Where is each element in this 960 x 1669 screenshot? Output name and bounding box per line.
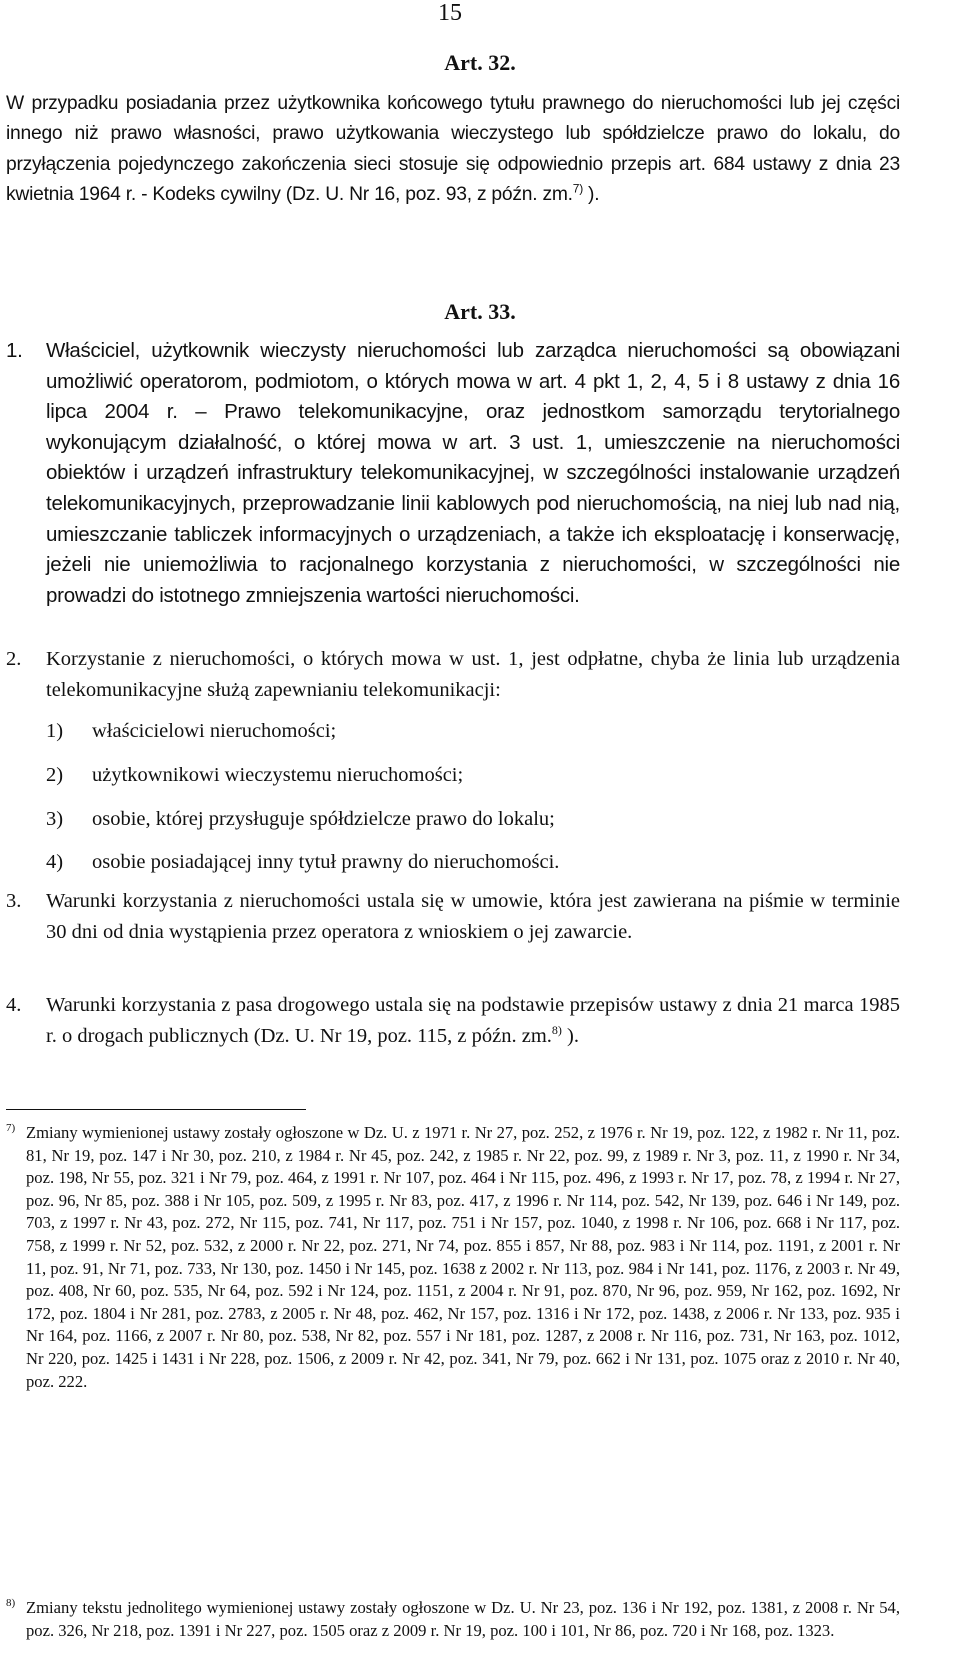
footnote-ref-8[interactable]: 8) <box>551 1022 562 1037</box>
article-33-para-4 <box>6 990 900 1051</box>
list-item-text: osobie, której przysługuje spółdzielcze prawo do lokalu; <box>92 808 555 830</box>
footnote-separator <box>6 1109 306 1110</box>
list-item <box>46 716 336 746</box>
article-33-title: Art. 33. <box>444 299 516 324</box>
list-item-number: 2) <box>46 764 64 786</box>
list-item-text: użytkownikowi wieczystemu nieruchomości; <box>92 764 464 786</box>
footnote-8 <box>6 1597 900 1642</box>
para-2-text: Korzystanie z nieruchomości, o których mowa w ust. 1, jest odpłatne, chyba że linia lub urządzenia telekomunikacyjne służą zapewnianiu telekomunikacji: <box>46 648 900 701</box>
list-item-number: 3) <box>46 808 64 830</box>
article-32-text <box>6 89 900 211</box>
list-item <box>46 847 559 877</box>
footnote-7 <box>6 1122 900 1393</box>
page-number: 15 <box>438 0 462 26</box>
footnote-7-text: Zmiany wymienionej ustawy zostały ogłoszone w Dz. U. z 1971 r. Nr 27, poz. 252, z 1976 r. Nr 19, poz. 122, z 1982 r. Nr 11, poz. 81, Nr 19, poz. 147 i Nr 30, poz. 210, z 1984 r. Nr 45, poz. 242, z 1985 r. Nr 22, poz. 99, z 1989 r. Nr 3, poz. 11, z 1990 r. Nr 34, poz. 198, Nr 55, poz. 321 i Nr 79, poz. 464, z 1991 r. Nr 107, poz. 464 i Nr 115, poz. 496, z 1993 r. Nr 17, poz. 78, z 1994 r. Nr 27, poz. 96, Nr 85, poz. 388 i Nr 105, poz. 509, z 1995 r. Nr 83, poz. 417, z 1996 r. Nr 114, poz. 542, Nr 139, poz. 646 i Nr 149, poz. 703, z 1997 r. Nr 43, poz. 272, Nr 115, poz. 741, Nr 117, poz. 751 i Nr 157, poz. 1040, z 1998 r. Nr 106, poz. 668 i Nr 117, poz. 758, z 1999 r. Nr 52, poz. 532, z 2000 r. Nr 22, poz. 271, Nr 74, poz. 855 i 857, Nr 88, poz. 983 i Nr 114, poz. 1191, z 2001 r. Nr 11, poz. 91, Nr 71, poz. 733, Nr 130, poz. 1450 i Nr 145, poz. 1638 z 2002 r. Nr 113, poz. 984 i Nr 141, poz. 1176, z 2003 r. Nr 49, poz. 408, Nr 60, poz. 535, Nr 64, poz. 592 i Nr 124, poz. 1151, z 2004 r. Nr 91, poz. 870, Nr 96, poz. 959, Nr 162, poz. 1692, Nr 172, poz. 1804 i Nr 281, poz. 2783, z 2005 r. Nr 48, poz. 462, Nr 157, poz. 1316 i Nr 172, poz. 1438, z 2006 r. Nr 133, poz. 935 i Nr 164, poz. 1166, z 2007 r. Nr 80, poz. 538, Nr 82, poz. 557 i Nr 181, poz. 1287, z 2008 r. Nr 116, poz. 731, Nr 163, poz. 1012, Nr 220, poz. 1425 i 1431 i Nr 228, poz. 1506, z 2009 r. Nr 42, poz. 341, Nr 79, poz. 662 i Nr 131, poz. 1075 oraz z 2010 r. Nr 40, poz. 222. <box>26 1123 900 1391</box>
para-4-tail: ). <box>561 1024 579 1047</box>
list-item-number: 1) <box>46 720 64 742</box>
footnote-7-mark: 7) <box>6 1122 16 1134</box>
para-3-number: 3. <box>6 890 22 912</box>
footnote-8-text: Zmiany tekstu jednolitego wymienionej ustawy zostały ogłoszone w Dz. U. Nr 23, poz. 136 i Nr 192, poz. 1381, z 2008 r. Nr 54, poz. 326, Nr 218, poz. 1391 i Nr 227, poz. 1505 oraz z 2009 r. Nr 19, poz. 100 i 101, Nr 86, poz. 720 i Nr 168, poz. 1323. <box>26 1598 900 1640</box>
article-32-title: Art. 32. <box>444 50 516 75</box>
list-item <box>46 804 555 834</box>
para-4-body: Warunki korzystania z pasa drogowego ustala się na podstawie przepisów ustawy z dnia 21 marca 1985 r. o drogach publicznych (Dz. U. Nr 19, poz. 115, z późn. zm. <box>46 994 900 1047</box>
para-4-number: 4. <box>6 994 22 1016</box>
para-2-number: 2. <box>6 648 22 670</box>
para-1-number: 1. <box>6 339 23 362</box>
article-33-para-1 <box>6 336 900 611</box>
para-1-text: Właściciel, użytkownik wieczysty nieruchomości lub zarządca nieruchomości są obowiązani umożliwić operatorom, podmiotom, o których mowa w art. 4 pkt 1, 2, 4, 5 i 8 ustawy z dnia 16 lipca 2004 r. – Prawo telekomunikacyjne, oraz jednostkom samorządu terytorialnego wykonującym działalność, o której mowa w art. 3 ust. 1, umieszczenie na nieruchomości obiektów i urządzeń infrastruktury telekomunikacyjnej, w szczególności instalowanie urządzeń telekomunikacyjnych, przeprowadzanie linii kablowych pod nieruchomością, na niej lub nad nią, umieszczanie tabliczek informacyjnych o urządzeniach, a także ich eksploatację i konserwację, jeżeli nie uniemożliwia to racjonalnego korzystania z nieruchomości, w szczególności nie prowadzi do istotnego zmniejszenia wartości nieruchomości. <box>46 339 900 607</box>
list-item-text: osobie posiadającej inny tytuł prawny do nieruchomości. <box>92 851 560 873</box>
footnote-8-mark: 8) <box>6 1597 16 1609</box>
list-item-text: właścicielowi nieruchomości; <box>92 720 337 742</box>
article-33-para-2 <box>6 644 900 705</box>
footnote-ref-7[interactable]: 7) <box>572 181 583 196</box>
list-item-number: 4) <box>46 851 64 873</box>
article-32-tail: ). <box>582 184 600 206</box>
para-3-text: Warunki korzystania z nieruchomości ustala się w umowie, która jest zawierana na piśmie w terminie 30 dni od dnia wystąpienia przez operatora z wnioskiem o jej zawarcie. <box>46 890 900 943</box>
para-4-text <box>46 990 900 1051</box>
article-33-para-3 <box>6 886 900 947</box>
article-32-body: W przypadku posiadania przez użytkownika końcowego tytułu prawnego do nieruchomości lub jej części innego niż prawo własności, prawo użytkowania wieczystego lub spółdzielcze prawo do lokalu, do przyłączenia pojedynczego zakończenia sieci stosuje się odpowiednio przepis art. 684 ustawy z dnia 23 kwietnia 1964 r. - Kodeks cywilny (Dz. U. Nr 16, poz. 93, z późn. zm. <box>6 93 900 206</box>
list-item <box>46 760 463 790</box>
